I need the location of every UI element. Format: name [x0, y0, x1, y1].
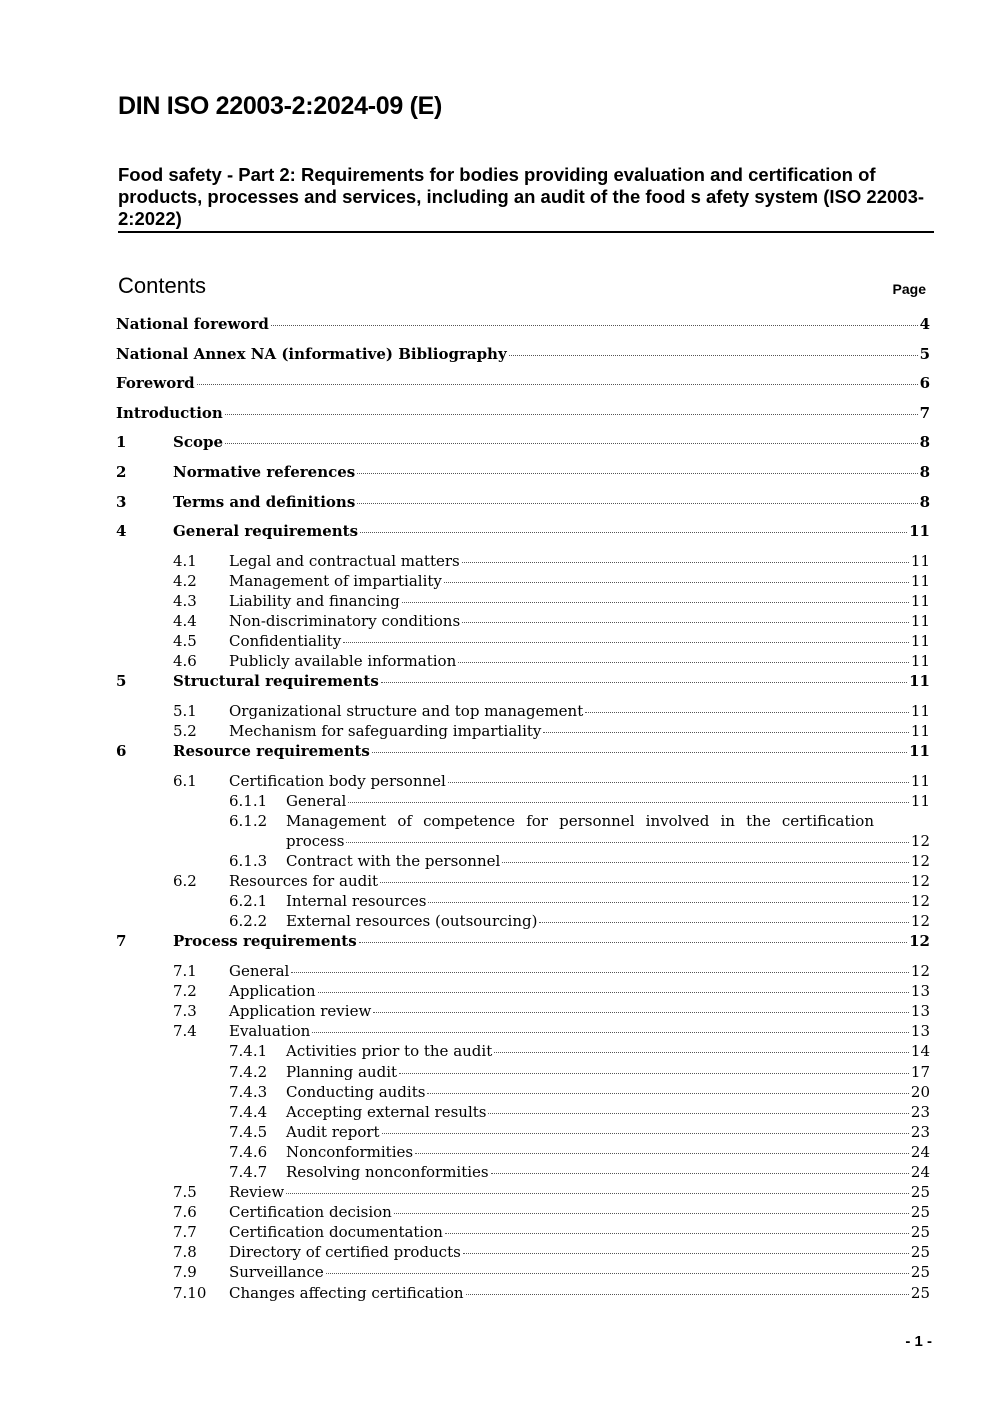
toc-entry-number: 7.4.5 — [229, 1122, 268, 1141]
toc-entry-title: Certification decision — [229, 1203, 392, 1222]
toc-entry-number: 7.5 — [173, 1183, 197, 1202]
toc-entry-introduction[interactable] — [116, 403, 930, 433]
toc-entry-7-7[interactable] — [116, 1222, 930, 1242]
toc-entry-page: 11 — [910, 791, 930, 810]
toc-entry-number: 7.4.3 — [229, 1082, 268, 1101]
toc-entry-title: Internal resources — [286, 892, 427, 911]
toc-entry-page: 13 — [910, 982, 930, 1001]
toc-entry-page: 11 — [910, 571, 930, 590]
toc-leader-dots — [444, 582, 909, 583]
toc-entry-page: 14 — [910, 1042, 930, 1061]
toc-entry-title: Review — [229, 1183, 285, 1202]
toc-entry-7-2[interactable] — [116, 981, 930, 1001]
toc-entry-5-1[interactable] — [116, 701, 930, 721]
toc-entry-page: 6 — [919, 374, 930, 393]
toc-entry-page: 12 — [910, 872, 930, 891]
toc-entry-title: Normative references — [173, 462, 356, 481]
toc-leader-dots — [357, 473, 917, 474]
toc-entry-page: 12 — [910, 892, 930, 911]
toc-leader-dots — [585, 712, 909, 713]
toc-entry-page: 11 — [909, 672, 930, 691]
toc-entry-7-3[interactable] — [116, 1001, 930, 1021]
toc-entry-number: 7.8 — [173, 1243, 197, 1262]
toc-entry-number: 5.2 — [173, 722, 197, 740]
toc-leader-dots — [348, 802, 909, 803]
toc-leader-dots — [462, 562, 909, 563]
toc-entry-number: 3 — [116, 492, 127, 511]
toc-leader-dots — [357, 503, 917, 504]
toc-entry-page: 7 — [919, 403, 930, 422]
toc-entry-page: 8 — [919, 433, 930, 452]
toc-entry-number: 6.2 — [173, 872, 197, 891]
toc-entry-title-line2: process — [286, 831, 345, 850]
toc-entry-title: Terms and definitions — [173, 492, 356, 511]
toc-entry-title: Resources for audit — [229, 872, 379, 891]
toc-entry-number: 7.4.1 — [229, 1042, 268, 1061]
toc-entry-page: 25 — [910, 1203, 930, 1222]
toc-entry-number: 6.2.1 — [229, 892, 268, 911]
toc-entry-title: Evaluation — [229, 1022, 311, 1041]
toc-entry-5[interactable] — [116, 671, 930, 701]
toc-entry-page: 11 — [909, 522, 930, 541]
toc-entry-page: 11 — [910, 652, 930, 671]
toc-entry-6-1-3[interactable] — [116, 851, 930, 871]
toc-entry-page: 11 — [910, 591, 930, 610]
toc-entry-6-2-1[interactable] — [116, 891, 930, 911]
toc-leader-dots — [463, 1253, 909, 1254]
toc-entry-number: 6.2.2 — [229, 912, 268, 931]
toc-entry-page: 20 — [910, 1082, 930, 1101]
toc-entry-7-4-4[interactable] — [116, 1102, 930, 1122]
toc-entry-4-2[interactable] — [116, 571, 930, 591]
toc-entry-page: 25 — [910, 1283, 930, 1302]
toc-entry-title: General requirements — [173, 522, 359, 541]
toc-entry-title: Audit report — [286, 1122, 380, 1141]
toc-leader-dots — [197, 384, 918, 385]
toc-entry-4-6[interactable] — [116, 651, 930, 671]
toc-entry-page: 4 — [919, 315, 930, 333]
toc-entry-number: 2 — [116, 462, 127, 481]
toc-entry-6-2-2[interactable] — [116, 911, 930, 931]
toc-entry-title-line1: Management of competence for personnel involved in the certification — [286, 811, 874, 830]
toc-entry-number: 5.1 — [173, 701, 197, 720]
toc-leader-dots — [360, 532, 907, 533]
toc-entry-6-1[interactable] — [116, 771, 930, 791]
toc-entry-page: 12 — [910, 852, 930, 871]
toc-entry-number: 7.4.2 — [229, 1062, 268, 1081]
toc-entry-7-9[interactable] — [116, 1262, 930, 1282]
toc-entry-page: 17 — [910, 1062, 930, 1081]
toc-leader-dots — [381, 682, 907, 683]
toc-entry-title: Scope — [173, 433, 224, 452]
toc-entry-7-4-3[interactable] — [116, 1082, 930, 1102]
toc-entry-page: 11 — [910, 771, 930, 790]
toc-entry-page: 12 — [910, 831, 930, 850]
toc-entry-7[interactable] — [116, 931, 930, 961]
toc-entry-title: Introduction — [116, 403, 223, 422]
toc-entry-title: Resource requirements — [173, 742, 370, 761]
toc-leader-dots — [312, 1032, 909, 1033]
toc-entry-number: 7.1 — [173, 962, 197, 981]
toc-entry-6-2[interactable] — [116, 871, 930, 891]
toc-entry-5-2[interactable] — [116, 721, 930, 741]
toc-entry-number: 7 — [116, 932, 127, 951]
toc-entry-4-3[interactable] — [116, 591, 930, 611]
toc-leader-dots — [539, 922, 908, 923]
toc-entry-number: 7.7 — [173, 1223, 197, 1242]
toc-entry-page: 23 — [910, 1102, 930, 1121]
toc-entry-title: Liability and financing — [229, 591, 400, 610]
table-of-contents — [116, 314, 930, 1303]
toc-entry-number: 7.4.4 — [229, 1102, 268, 1121]
toc-entry-title: National Annex NA (informative) Bibliography — [116, 344, 507, 363]
toc-entry-number: 4.1 — [173, 551, 197, 570]
toc-entry-page: 13 — [910, 1002, 930, 1021]
toc-entry-number: 6.1.3 — [229, 852, 268, 871]
toc-entry-6[interactable] — [116, 741, 930, 771]
toc-entry-page: 25 — [910, 1243, 930, 1262]
toc-entry-number: 7.4.7 — [229, 1162, 268, 1181]
toc-entry-7-8[interactable] — [116, 1242, 930, 1262]
toc-entry-title: Contract with the personnel — [286, 852, 501, 871]
toc-entry-title: Accepting external results — [286, 1102, 487, 1121]
toc-leader-dots — [543, 732, 909, 733]
toc-entry-title: Management of impartiality — [229, 571, 442, 590]
toc-entry-title: Confidentiality — [229, 632, 342, 651]
toc-entry-number: 6.1 — [173, 771, 197, 790]
toc-leader-dots — [491, 1173, 909, 1174]
toc-entry-title: Structural requirements — [173, 672, 379, 691]
toc-entry-page: 8 — [919, 462, 930, 481]
toc-leader-dots — [488, 1113, 908, 1114]
toc-leader-dots — [394, 1213, 909, 1214]
toc-leader-dots — [326, 1273, 909, 1274]
toc-entry-page: 24 — [910, 1162, 930, 1181]
toc-entry-number: 4.3 — [173, 591, 197, 610]
toc-entry-title: Application — [229, 982, 316, 1001]
toc-leader-dots — [428, 902, 908, 903]
contents-heading: Contents — [118, 273, 207, 298]
toc-entry-title: Legal and contractual matters — [229, 551, 460, 570]
toc-entry-number: 7.10 — [173, 1283, 207, 1302]
toc-entry-title: Foreword — [116, 374, 195, 393]
toc-entry-national-annex[interactable] — [116, 344, 930, 374]
page-column-label: Page — [892, 281, 926, 297]
toc-entry-number: 4.6 — [173, 652, 197, 671]
toc-entry-title: Resolving nonconformities — [286, 1162, 489, 1181]
toc-leader-dots — [343, 642, 909, 643]
toc-entry-page: 11 — [910, 612, 930, 631]
toc-entry-7-4[interactable] — [116, 1021, 930, 1041]
toc-entry-page: 11 — [909, 742, 930, 761]
toc-leader-dots — [427, 1093, 908, 1094]
toc-leader-dots — [318, 992, 909, 993]
toc-entry-page: 12 — [910, 962, 930, 981]
toc-leader-dots — [399, 1073, 909, 1074]
toc-entry-title: General — [229, 962, 290, 981]
toc-entry-title: Nonconformities — [286, 1142, 414, 1161]
toc-entry-page: 25 — [910, 1223, 930, 1242]
toc-entry-title: National foreword — [116, 315, 269, 333]
toc-entry-page: 12 — [909, 932, 930, 951]
toc-entry-page: 12 — [910, 912, 930, 931]
toc-entry-number: 7.3 — [173, 1002, 197, 1021]
toc-entry-title: Certification documentation — [229, 1223, 443, 1242]
toc-entry-7-4-1[interactable] — [116, 1041, 930, 1061]
toc-entry-page: 11 — [910, 722, 930, 740]
toc-entry-title: Activities prior to the audit — [286, 1042, 493, 1061]
toc-entry-number: 7.2 — [173, 982, 197, 1001]
document-subtitle: Food safety - Part 2: Requirements for bodies providing evaluation and certification of products, processes and services, including an audit of the food s afety system (ISO 22003-2:2022) — [118, 164, 934, 233]
toc-entry-number: 6 — [116, 742, 127, 761]
toc-entry-6-1-1[interactable] — [116, 791, 930, 811]
toc-leader-dots — [291, 972, 909, 973]
toc-entry-2[interactable] — [116, 462, 930, 492]
toc-entry-page: 8 — [919, 492, 930, 511]
toc-entry-number: 7.4 — [173, 1022, 197, 1041]
toc-leader-dots — [448, 782, 909, 783]
toc-entry-number: 4.2 — [173, 571, 197, 590]
toc-entry-6-1-2[interactable] — [116, 811, 930, 851]
toc-entry-title: Publicly available information — [229, 652, 457, 671]
toc-entry-number: 6.1.1 — [229, 791, 268, 810]
toc-leader-dots — [466, 1294, 909, 1295]
toc-entry-1[interactable] — [116, 432, 930, 462]
toc-entry-title: Planning audit — [286, 1062, 398, 1081]
toc-entry-page: 13 — [910, 1022, 930, 1041]
page-number: - 1 - — [905, 1333, 932, 1350]
toc-entry-title: Mechanism for safeguarding impartiality — [229, 722, 542, 740]
toc-entry-foreword[interactable] — [116, 373, 930, 403]
toc-entry-page: 11 — [910, 551, 930, 570]
toc-leader-dots — [382, 1133, 909, 1134]
toc-leader-dots — [458, 662, 909, 663]
toc-entry-page: 11 — [910, 701, 930, 720]
toc-entry-number: 1 — [116, 433, 127, 452]
toc-entry-page: 5 — [919, 344, 930, 363]
toc-entry-4-5[interactable] — [116, 631, 930, 651]
toc-entry-7-1[interactable] — [116, 961, 930, 981]
toc-leader-dots — [494, 1052, 909, 1053]
toc-entry-4-4[interactable] — [116, 611, 930, 631]
toc-leader-dots — [225, 414, 918, 415]
toc-entry-title: Conducting audits — [286, 1082, 426, 1101]
toc-entry-number: 7.4.6 — [229, 1142, 268, 1161]
document-number: DIN ISO 22003-2:2024-09 (E) — [118, 92, 443, 120]
toc-entry-number: 7.9 — [173, 1263, 197, 1282]
toc-entry-7-4-5[interactable] — [116, 1122, 930, 1142]
toc-entry-title: Directory of certified products — [229, 1243, 461, 1262]
toc-leader-dots — [445, 1233, 909, 1234]
toc-entry-title: Process requirements — [173, 932, 357, 951]
toc-entry-title: Changes affecting certification — [229, 1283, 464, 1302]
toc-leader-dots — [415, 1153, 909, 1154]
toc-entry-4[interactable] — [116, 521, 930, 551]
toc-entry-7-4-2[interactable] — [116, 1062, 930, 1082]
toc-entry-4-1[interactable] — [116, 551, 930, 571]
toc-leader-dots — [373, 1012, 909, 1013]
toc-entry-title: General — [286, 791, 347, 810]
toc-leader-dots — [359, 942, 907, 943]
toc-entry-7-10[interactable] — [116, 1283, 930, 1303]
toc-leader-dots — [271, 325, 918, 326]
toc-entry-7-4-7[interactable] — [116, 1162, 930, 1182]
toc-leader-dots — [346, 842, 908, 843]
toc-entry-page: 11 — [910, 632, 930, 651]
toc-entry-number: 4.4 — [173, 612, 197, 631]
toc-entry-title: Certification body personnel — [229, 771, 446, 790]
toc-entry-page: 25 — [910, 1183, 930, 1202]
toc-leader-dots — [509, 355, 918, 356]
toc-leader-dots — [462, 622, 909, 623]
toc-entry-title: External resources (outsourcing) — [286, 912, 538, 931]
toc-leader-dots — [402, 602, 909, 603]
toc-entry-7-5[interactable] — [116, 1182, 930, 1202]
toc-entry-page: 23 — [910, 1122, 930, 1141]
toc-entry-title: Application review — [229, 1002, 372, 1021]
toc-entry-page: 25 — [910, 1263, 930, 1282]
toc-entry-number: 7.6 — [173, 1203, 197, 1222]
toc-entry-number: 5 — [116, 672, 127, 691]
toc-entry-national-foreword[interactable] — [116, 314, 930, 344]
toc-entry-title: Organizational structure and top management — [229, 701, 584, 720]
toc-entry-7-6[interactable] — [116, 1202, 930, 1222]
toc-leader-dots — [502, 862, 909, 863]
toc-entry-number: 6.1.2 — [229, 811, 268, 830]
toc-entry-number: 4 — [116, 522, 127, 541]
toc-leader-dots — [225, 443, 918, 444]
toc-entry-page: 24 — [910, 1142, 930, 1161]
toc-leader-dots — [286, 1193, 909, 1194]
toc-entry-number: 4.5 — [173, 632, 197, 651]
toc-entry-7-4-6[interactable] — [116, 1142, 930, 1162]
toc-leader-dots — [380, 882, 909, 883]
toc-entry-title: Non-discriminatory conditions — [229, 612, 461, 631]
toc-entry-title: Surveillance — [229, 1263, 324, 1282]
toc-leader-dots — [372, 752, 907, 753]
toc-entry-3[interactable] — [116, 492, 930, 522]
